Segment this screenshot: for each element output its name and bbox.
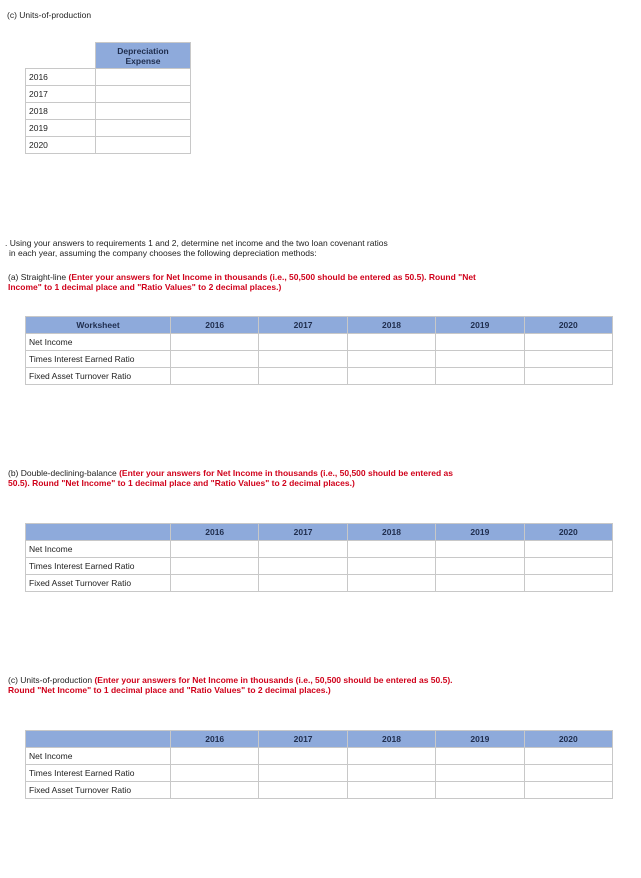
input-cell[interactable] [436,575,524,592]
row-label: Times Interest Earned Ratio [26,558,171,575]
row-label: Times Interest Earned Ratio [26,351,171,368]
part-a-instruction: (Enter your answers for Net Income in thousands (i.e., 50,500 should be entered as 50.5). Round "Net Income" to 1 decimal place and "Ratio Values" to 2 decimal places.) [8,272,476,292]
column-header: 2020 [524,524,612,541]
input-cell[interactable] [347,782,435,799]
row-label: Fixed Asset Turnover Ratio [26,782,171,799]
part-b-label: (b) Double-declining-balance [8,468,117,478]
part-c-instruction: (Enter your answers for Net Income in thousands (i.e., 50,500 should be entered as 50.5). Round "Net Income" to 1 decimal place and "Ratio Values" to 2 decimal places.) [8,675,453,695]
depreciation-input-2020[interactable] [96,137,191,154]
input-cell[interactable] [524,541,612,558]
column-header: 2016 [171,731,259,748]
input-cell[interactable] [524,782,612,799]
input-cell[interactable] [171,782,259,799]
part-c-table [25,730,613,799]
input-cell[interactable] [436,368,524,385]
input-cell[interactable] [347,351,435,368]
column-header: 2019 [436,317,524,334]
input-cell[interactable] [171,558,259,575]
input-cell[interactable] [347,575,435,592]
input-cell[interactable] [436,334,524,351]
column-header: 2017 [259,317,347,334]
depreciation-expense-table [25,42,191,154]
column-header: 2017 [259,524,347,541]
input-cell[interactable] [171,765,259,782]
column-header: 2018 [347,317,435,334]
intro-text [5,238,525,258]
row-label: Fixed Asset Turnover Ratio [26,368,171,385]
input-cell[interactable] [259,558,347,575]
section-title-c-top: (c) Units-of-production [7,10,92,20]
input-cell[interactable] [259,575,347,592]
input-cell[interactable] [347,368,435,385]
year-label: 2017 [26,86,96,103]
input-cell[interactable] [259,782,347,799]
input-cell[interactable] [171,368,259,385]
input-cell[interactable] [436,558,524,575]
intro-line-2: in each year, assuming the company chooses the following depreciation methods: [9,248,317,258]
part-b-instruction: (Enter your answers for Net Income in thousands (i.e., 50,500 should be entered as 50.5). Round "Net Income" to 1 decimal place and "Ratio Values" to 2 decimal places.) [8,468,454,488]
input-cell[interactable] [259,748,347,765]
part-b-table [25,523,613,592]
input-cell[interactable] [259,334,347,351]
year-label: 2018 [26,103,96,120]
input-cell[interactable] [436,748,524,765]
input-cell[interactable] [524,748,612,765]
table-header-blank [26,731,171,748]
input-cell[interactable] [347,748,435,765]
part-c-instructions [8,675,463,695]
input-cell[interactable] [259,541,347,558]
depreciation-expense-header: Depreciation Expense [96,43,191,69]
input-cell[interactable] [524,558,612,575]
year-label: 2016 [26,69,96,86]
part-a-instructions [8,272,478,292]
worksheet-header: Worksheet [26,317,171,334]
year-label: 2019 [26,120,96,137]
input-cell[interactable] [171,541,259,558]
input-cell[interactable] [171,575,259,592]
part-a-label: (a) Straight-line [8,272,67,282]
input-cell[interactable] [171,748,259,765]
depreciation-input-2016[interactable] [96,69,191,86]
input-cell[interactable] [436,351,524,368]
column-header: 2020 [524,731,612,748]
column-header: 2018 [347,524,435,541]
input-cell[interactable] [347,334,435,351]
column-header: 2016 [171,317,259,334]
column-header: 2019 [436,731,524,748]
row-label: Fixed Asset Turnover Ratio [26,575,171,592]
input-cell[interactable] [524,334,612,351]
depreciation-input-2019[interactable] [96,120,191,137]
input-cell[interactable] [524,765,612,782]
depreciation-input-2017[interactable] [96,86,191,103]
input-cell[interactable] [436,541,524,558]
input-cell[interactable] [171,351,259,368]
column-header: 2018 [347,731,435,748]
input-cell[interactable] [524,368,612,385]
part-c-label: (c) Units-of-production [8,675,93,685]
input-cell[interactable] [436,782,524,799]
year-label: 2020 [26,137,96,154]
input-cell[interactable] [524,575,612,592]
intro-line-1: . Using your answers to requirements 1 and 2, determine net income and the two loan covenant ratios [5,238,388,248]
input-cell[interactable] [347,765,435,782]
input-cell[interactable] [436,765,524,782]
row-label: Net Income [26,334,171,351]
input-cell[interactable] [259,368,347,385]
part-a-table [25,316,613,385]
input-cell[interactable] [347,541,435,558]
table-header-blank [26,524,171,541]
column-header: 2017 [259,731,347,748]
input-cell[interactable] [347,558,435,575]
input-cell[interactable] [259,765,347,782]
row-label: Net Income [26,748,171,765]
input-cell[interactable] [171,334,259,351]
column-header: 2019 [436,524,524,541]
input-cell[interactable] [524,351,612,368]
column-header: 2016 [171,524,259,541]
row-label: Times Interest Earned Ratio [26,765,171,782]
row-label: Net Income [26,541,171,558]
column-header: 2020 [524,317,612,334]
input-cell[interactable] [259,351,347,368]
depreciation-input-2018[interactable] [96,103,191,120]
part-b-instructions [8,468,473,488]
